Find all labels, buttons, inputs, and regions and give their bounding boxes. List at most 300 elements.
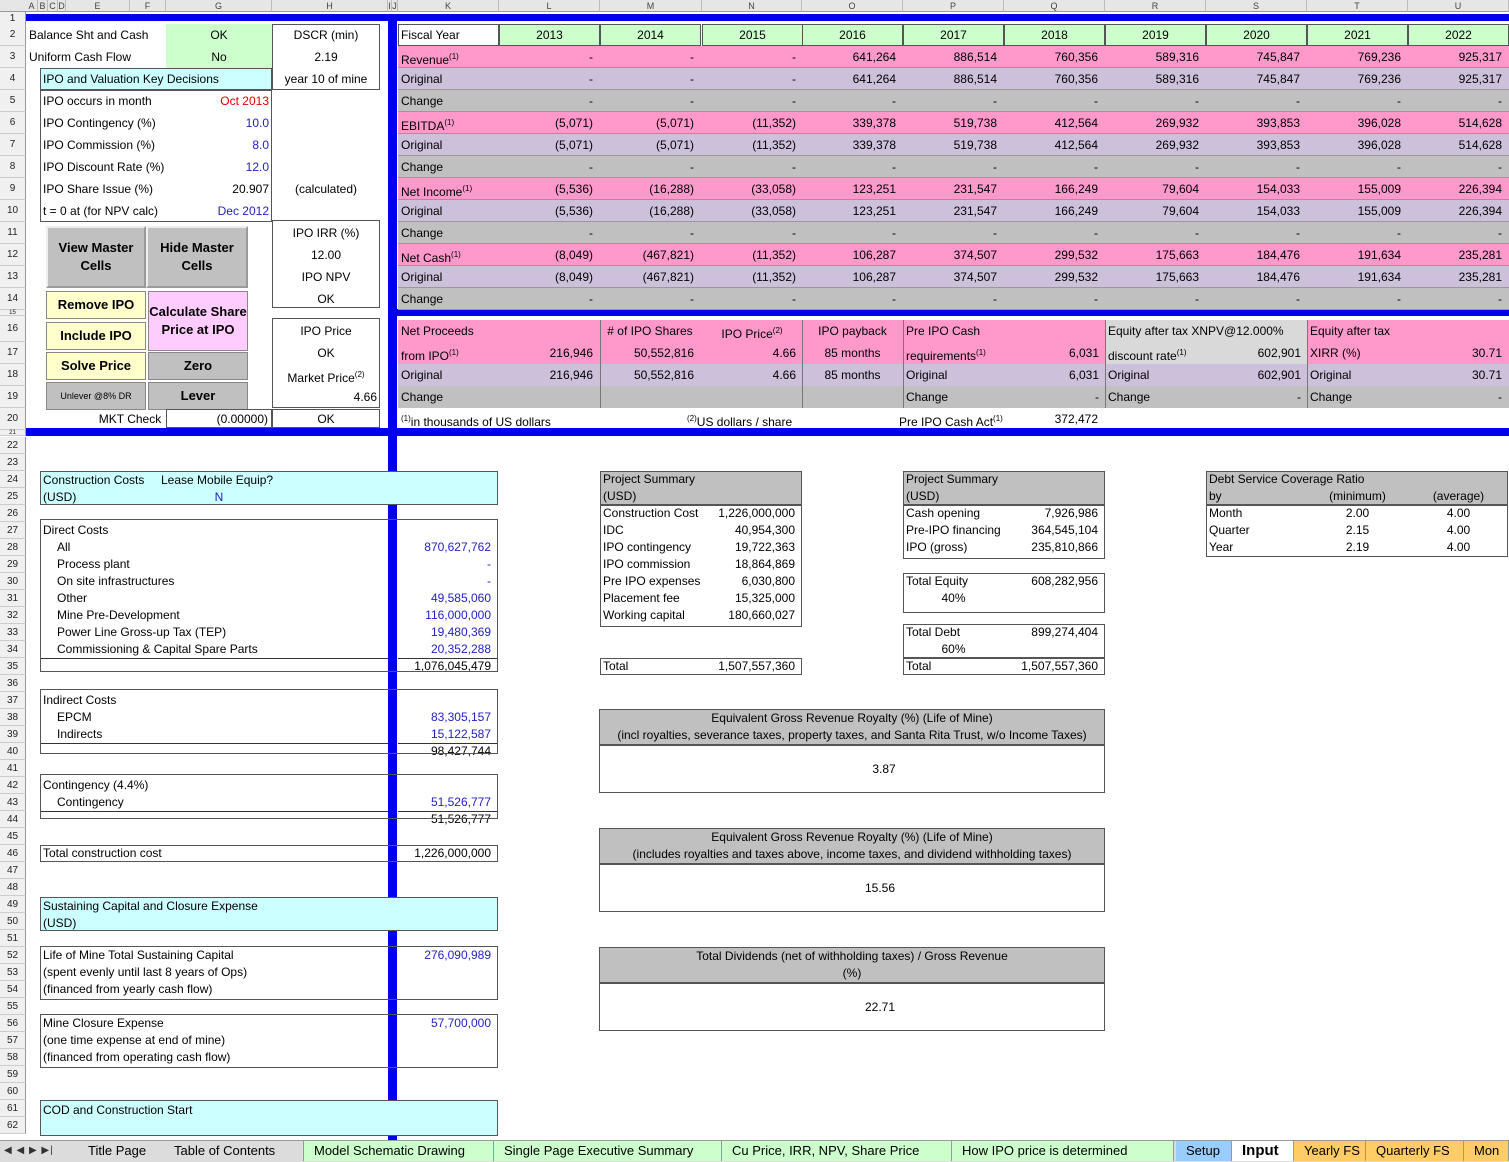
row-header[interactable]: 26 [0,505,26,522]
column-header[interactable]: R [1105,0,1206,12]
fiscal-value[interactable]: - [1094,94,1098,108]
fiscal-value[interactable]: - [892,94,896,108]
column-header[interactable]: A [26,0,38,12]
row-header[interactable]: 37 [0,692,26,709]
row-header[interactable]: 3 [0,46,26,68]
row-header[interactable]: 7 [0,134,26,156]
ipo-decision-label: t = 0 at (for NPV calc) [43,204,159,218]
row-header[interactable]: 25 [0,488,26,505]
fiscal-value[interactable]: - [993,94,997,108]
zero-button[interactable]: Zero [148,352,248,380]
sheet-tab[interactable]: Setup [1176,1141,1232,1161]
row-header[interactable]: 27 [0,522,26,539]
fiscal-value[interactable]: - [1498,94,1502,108]
fiscal-value[interactable]: 175,663 [1155,270,1199,284]
indirect-cost-value[interactable]: 83,305,157 [430,710,491,724]
row-header[interactable]: 36 [0,675,26,692]
fiscal-value[interactable]: (11,352) [752,270,796,284]
column-header[interactable]: B [38,0,48,12]
fiscal-value[interactable]: 231,547 [953,182,997,196]
fiscal-value[interactable]: 339,378 [852,116,896,130]
lom-label-1: Life of Mine Total Sustaining Capital [43,948,234,962]
row-header[interactable]: 30 [0,573,26,590]
row-header[interactable]: 49 [0,896,26,913]
fiscal-value[interactable]: - [1296,292,1300,306]
ipo-decision-value[interactable]: 8.0 [252,138,269,152]
fiscal-value[interactable]: (5,536) [554,204,593,218]
ipo-shares-value[interactable]: 50,552,816 [633,346,694,360]
row-header[interactable]: 55 [0,998,26,1015]
fiscal-value[interactable]: 123,251 [852,182,896,196]
fiscal-value[interactable]: (8,049) [554,248,593,262]
footnote-marker: (2) [772,326,783,335]
original-label: Original [906,368,948,382]
fiscal-value[interactable]: (16,288) [649,204,694,218]
row-header[interactable]: 41 [0,760,26,777]
indirect-cost-value[interactable]: 15,122,587 [430,727,491,741]
calculated-note: (calculated) [294,182,358,196]
dscr-value[interactable]: 2.19 [314,50,338,64]
row-header[interactable]: 22 [0,437,26,454]
fiscal-value[interactable]: - [1296,226,1300,240]
column-header[interactable]: K [398,0,499,12]
direct-cost-value[interactable]: 49,585,060 [430,591,491,605]
fiscal-value[interactable]: 641,264 [852,72,896,86]
row-header[interactable]: 29 [0,556,26,573]
ipo-payback-value[interactable]: 85 months [824,346,881,360]
dscr-avg-value: 4.00 [1446,540,1471,554]
pre-ipo-cash-original[interactable]: 6,031 [1068,368,1099,382]
fiscal-value[interactable]: 155,009 [1357,204,1401,218]
fiscal-value[interactable]: 269,932 [1155,138,1199,152]
fiscal-value[interactable]: - [1094,160,1098,174]
fiscal-value[interactable]: - [792,72,796,86]
row-header[interactable]: 52 [0,947,26,964]
ipo-irr-value[interactable]: 12.00 [310,248,342,262]
row-header[interactable]: 56 [0,1015,26,1032]
fiscal-value[interactable]: 154,033 [1256,182,1300,196]
fiscal-value[interactable]: 925,317 [1458,50,1502,64]
fiscal-value[interactable]: - [993,160,997,174]
fiscal-value[interactable]: - [792,94,796,108]
row-header[interactable]: 44 [0,811,26,828]
row-header[interactable]: 14 [0,288,26,310]
fiscal-value[interactable]: 745,847 [1256,72,1300,86]
ipo-payback-original[interactable]: 85 months [824,368,881,382]
fiscal-value[interactable]: - [1094,226,1098,240]
fiscal-value[interactable]: 886,514 [953,50,997,64]
xirr-original[interactable]: 30.71 [1471,368,1502,382]
fiscal-value[interactable]: 175,663 [1155,248,1199,262]
ipo-shares-original[interactable]: 50,552,816 [633,368,694,382]
column-header[interactable]: S [1206,0,1307,12]
fiscal-value[interactable]: 184,476 [1256,270,1300,284]
fiscal-value[interactable]: (5,536) [554,182,593,196]
fiscal-value[interactable]: - [1296,94,1300,108]
fiscal-value[interactable]: 886,514 [953,72,997,86]
fiscal-value[interactable]: - [589,94,593,108]
fiscal-value[interactable]: (5,071) [554,138,593,152]
column-header[interactable]: G [166,0,272,12]
fiscal-value[interactable]: 79,604 [1162,182,1199,196]
row-header[interactable]: 17 [0,342,26,364]
column-header[interactable]: D [58,1,65,11]
fiscal-value[interactable]: - [690,226,694,240]
royalty1-title: Equivalent Gross Revenue Royalty (%) (Life of Mine) [711,711,993,725]
fiscal-value[interactable]: - [589,226,593,240]
dscr-min-value: 2.19 [1345,540,1370,554]
row-header[interactable]: 62 [0,1117,26,1134]
dscr-avg-value: 4.00 [1446,506,1471,520]
fiscal-value[interactable]: - [1195,94,1199,108]
fiscal-value[interactable]: 269,932 [1155,116,1199,130]
column-header[interactable]: H [272,0,388,12]
sheet-tab[interactable]: Table of Contents [164,1141,304,1161]
column-header[interactable]: T [1307,0,1408,12]
row-header[interactable]: 43 [0,794,26,811]
ipo-price-value[interactable]: 4.66 [772,346,796,360]
fiscal-value[interactable]: (11,352) [752,248,796,262]
closure-value[interactable]: 57,700,000 [430,1016,491,1030]
ipo-npv-value[interactable]: OK [317,292,335,306]
fiscal-value[interactable]: - [1397,292,1401,306]
fiscal-value[interactable]: - [589,292,593,306]
indirect-cost-label: Indirects [57,727,103,741]
direct-cost-value[interactable]: 870,627,762 [424,540,491,554]
fiscal-value[interactable]: - [589,50,593,64]
row-header[interactable]: 1 [0,12,26,26]
change-label: Change [401,390,444,404]
row-header[interactable]: 57 [0,1032,26,1049]
sheet-tab[interactable]: Mon [1464,1141,1509,1161]
ipo-decision-value[interactable]: 12.0 [245,160,269,174]
fiscal-value[interactable]: 760,356 [1054,72,1098,86]
fiscal-value[interactable]: - [589,72,593,86]
xnpv-value[interactable]: 602,901 [1257,346,1301,360]
row-header[interactable]: 12 [0,244,26,266]
row-header[interactable]: 10 [0,200,26,222]
row-header[interactable]: 19 [0,386,26,408]
remove-ipo-button[interactable]: Remove IPO [46,291,146,319]
fiscal-row-label-text: Net Cash [401,251,452,265]
ipo-price-original[interactable]: 4.66 [772,368,796,382]
column-header[interactable]: Q [1004,0,1105,12]
row-header[interactable]: 59 [0,1066,26,1083]
lever-button[interactable]: Lever [148,382,248,410]
fiscal-value[interactable]: 519,738 [953,116,997,130]
column-header[interactable]: O [802,0,903,12]
fiscal-value[interactable]: (33,058) [751,204,796,218]
mkt-check-value[interactable]: (0.00000) [166,409,272,428]
fiscal-value[interactable]: 106,287 [852,270,896,284]
include-ipo-button[interactable]: Include IPO [46,322,146,350]
fiscal-value[interactable]: - [993,292,997,306]
row-header[interactable]: 35 [0,658,26,675]
row-header[interactable]: 5 [0,90,26,112]
row-header[interactable]: 23 [0,454,26,471]
sheet-tab[interactable]: Model Schematic Drawing [304,1141,494,1161]
column-header[interactable]: F [130,0,166,12]
cash-flow-status: No [166,46,272,68]
fiscal-value[interactable]: - [1195,160,1199,174]
fiscal-value[interactable]: - [1397,94,1401,108]
fiscal-value[interactable]: 123,251 [852,204,896,218]
row-header[interactable]: 45 [0,828,26,845]
row-header[interactable]: 34 [0,641,26,658]
column-header[interactable]: M [600,0,702,12]
change-label: Change [1310,390,1353,404]
ipo-decision-label: IPO occurs in month [43,94,152,108]
fiscal-row-label [398,266,499,288]
fiscal-value[interactable]: - [792,50,796,64]
fiscal-value[interactable]: - [1397,160,1401,174]
ipo-decision-value[interactable]: Dec 2012 [217,204,269,218]
direct-cost-value[interactable]: 116,000,000 [425,608,491,622]
fiscal-value[interactable]: - [589,160,593,174]
row-header[interactable]: 32 [0,607,26,624]
fiscal-value[interactable]: - [892,226,896,240]
fiscal-value[interactable]: 154,033 [1256,204,1300,218]
lease-value[interactable]: N [214,490,224,504]
row-header[interactable]: 60 [0,1083,26,1100]
row-header[interactable]: 11 [0,222,26,244]
row-header[interactable]: 33 [0,624,26,641]
lom-label-2: (spent evenly until last 8 years of Ops) [43,965,248,979]
fiscal-value[interactable]: 374,507 [953,270,997,284]
fiscal-value[interactable]: 412,564 [1054,138,1098,152]
fiscal-value[interactable]: 184,476 [1256,248,1300,262]
footnote-marker: (1) [451,250,461,259]
row-header[interactable]: 18 [0,364,26,386]
column-header[interactable]: N [702,0,802,12]
column-header[interactable]: C [48,0,58,12]
row-header[interactable]: 51 [0,930,26,947]
row-header[interactable]: 4 [0,68,26,90]
fiscal-value[interactable]: - [1498,226,1502,240]
pre-ipo-cash-value[interactable]: 6,031 [1068,346,1099,360]
ipo-price-status[interactable]: OK [317,346,335,360]
fiscal-value[interactable]: 641,264 [852,50,896,64]
fiscal-value[interactable]: 393,853 [1256,116,1300,130]
fiscal-value[interactable]: - [1195,292,1199,306]
direct-costs-box [40,519,498,672]
fiscal-value[interactable]: 226,394 [1458,182,1502,196]
ipo-decision-value[interactable]: 20.907 [232,182,269,196]
fiscal-value[interactable]: (5,071) [554,116,593,130]
row-header[interactable]: 16 [0,316,26,342]
fiscal-value[interactable]: - [1397,226,1401,240]
row-header[interactable]: 48 [0,879,26,896]
sustaining-usd: (USD) [43,916,77,930]
row-header[interactable]: 38 [0,709,26,726]
row-header[interactable]: 21 [0,430,26,436]
sheet-tab[interactable]: Input [1232,1141,1294,1161]
direct-costs-title: Direct Costs [43,523,109,537]
xirr-value[interactable]: 30.71 [1471,346,1502,360]
fiscal-value[interactable]: 166,249 [1054,182,1098,196]
fiscal-value[interactable]: - [1498,160,1502,174]
fiscal-value[interactable]: 155,009 [1357,182,1401,196]
fiscal-value[interactable]: (467,821) [642,248,694,262]
row-header[interactable]: 13 [0,266,26,288]
contingency-value[interactable]: 51,526,777 [430,795,491,809]
row-header[interactable]: 31 [0,590,26,607]
fiscal-row-label-text: Change [401,94,444,108]
sheet-tab[interactable]: Yearly FS [1294,1141,1366,1161]
fiscal-value[interactable]: 374,507 [953,248,997,262]
fiscal-value[interactable]: 393,853 [1256,138,1300,152]
sheet-tab[interactable]: Single Page Executive Summary [494,1141,722,1161]
fiscal-value[interactable]: (11,352) [752,138,796,152]
hide-master-cells-button[interactable]: Hide Master Cells [146,226,248,288]
lom-value[interactable]: 276,090,989 [424,948,491,962]
fiscal-value[interactable]: 589,316 [1155,72,1199,86]
footnote-marker: (1) [444,118,455,127]
net-proceeds-value[interactable]: 216,946 [549,346,593,360]
row-header[interactable]: 50 [0,913,26,930]
fiscal-value[interactable]: (467,821) [642,270,694,284]
sheet-tab[interactable]: Title Page [78,1141,182,1161]
fiscal-value[interactable]: 299,532 [1054,270,1098,284]
pre-ipo-cash-act-value[interactable]: 372,472 [1054,412,1098,426]
fiscal-value[interactable]: (5,071) [655,116,694,130]
row-header[interactable]: 24 [0,471,26,488]
fiscal-value[interactable]: 769,236 [1357,72,1401,86]
market-price-value[interactable]: 4.66 [353,390,377,404]
fiscal-value[interactable]: 412,564 [1054,116,1098,130]
sheet-nav-arrows[interactable]: ◀ ◀ ▶ ▶| [4,1145,54,1156]
fiscal-value[interactable]: 339,378 [852,138,896,152]
fiscal-value[interactable]: 166,249 [1054,204,1098,218]
fiscal-value[interactable]: 191,634 [1357,270,1401,284]
fiscal-value[interactable]: 396,028 [1357,116,1401,130]
fiscal-value[interactable]: 79,604 [1162,204,1199,218]
pre-ipo-cash-label: Pre IPO Cash [906,324,981,338]
row-header[interactable]: 40 [0,743,26,760]
column-header[interactable]: L [499,0,600,12]
fiscal-value[interactable]: 514,628 [1458,138,1502,152]
row-header[interactable]: 47 [0,862,26,879]
fiscal-value[interactable]: 514,628 [1458,116,1502,130]
direct-cost-value[interactable]: 19,480,369 [430,625,491,639]
summary1-row-label: Construction Cost [603,506,699,520]
fiscal-value[interactable]: 226,394 [1458,204,1502,218]
fiscal-value[interactable]: (11,352) [752,116,796,130]
fiscal-value[interactable]: 769,236 [1357,50,1401,64]
fiscal-value[interactable]: - [690,72,694,86]
fiscal-value[interactable]: - [892,160,896,174]
direct-cost-value[interactable]: - [487,557,491,571]
fiscal-value[interactable]: - [690,292,694,306]
fiscal-value[interactable]: 760,356 [1054,50,1098,64]
sheet-tab[interactable]: Cu Price, IRR, NPV, Share Price [722,1141,952,1161]
fiscal-value[interactable]: - [690,94,694,108]
fiscal-value[interactable]: 106,287 [852,248,896,262]
fiscal-value[interactable]: 925,317 [1458,72,1502,86]
fiscal-value[interactable]: 235,281 [1458,248,1502,262]
row-header[interactable]: 9 [0,178,26,200]
fiscal-value[interactable]: 235,281 [1458,270,1502,284]
column-header[interactable]: U [1408,0,1509,12]
column-header[interactable]: J [392,1,397,11]
summary1-row-value: 15,325,000 [734,591,795,605]
direct-cost-value[interactable]: 20,352,288 [430,642,491,656]
row-header[interactable]: 39 [0,726,26,743]
row-header[interactable]: 53 [0,964,26,981]
fiscal-value[interactable]: - [892,292,896,306]
fiscal-value[interactable]: 299,532 [1054,248,1098,262]
fiscal-value[interactable]: (16,288) [649,182,694,196]
sheet-tab[interactable]: How IPO price is determined [952,1141,1174,1161]
fiscal-value[interactable]: 745,847 [1256,50,1300,64]
fiscal-row-label-text: Original [401,270,443,284]
column-header[interactable]: E [66,0,130,12]
fiscal-value[interactable]: - [1296,160,1300,174]
row-header[interactable]: 42 [0,777,26,794]
fiscal-row-label-text: Original [401,204,443,218]
row-header[interactable]: 54 [0,981,26,998]
view-master-cells-button[interactable]: View Master Cells [46,226,146,288]
ipo-decision-label: IPO Share Issue (%) [43,182,154,196]
solve-price-button[interactable]: Solve Price [46,352,146,380]
xnpv-change[interactable]: - [1297,390,1301,404]
column-header[interactable]: I [388,1,391,11]
ipo-decisions-title: IPO and Valuation Key Decisions [43,72,219,86]
pre-ipo-cash-change[interactable]: - [1095,390,1099,404]
row-header[interactable]: 15 [0,310,26,316]
fiscal-value[interactable]: - [792,160,796,174]
fiscal-value[interactable]: 589,316 [1155,50,1199,64]
fiscal-value[interactable]: - [1094,292,1098,306]
fiscal-value[interactable]: 519,738 [953,138,997,152]
row-header[interactable]: 46 [0,845,26,862]
fiscal-value[interactable]: - [1498,292,1502,306]
fiscal-value[interactable]: 231,547 [953,204,997,218]
ipo-decision-value[interactable]: Oct 2013 [220,94,269,108]
row-header[interactable]: 20 [0,408,26,430]
fiscal-value[interactable]: - [690,160,694,174]
direct-cost-value[interactable]: - [487,574,491,588]
column-header[interactable]: P [903,0,1004,12]
row-header[interactable]: 28 [0,539,26,556]
fiscal-row-label [398,90,499,112]
sheet-tab[interactable]: Quarterly FS [1366,1141,1464,1161]
ipo-decision-label: IPO Contingency (%) [43,116,156,130]
row-header[interactable]: 8 [0,156,26,178]
fiscal-value[interactable]: (33,058) [751,182,796,196]
net-proceeds-original[interactable]: 216,946 [549,368,593,382]
summary1-total-label: Total [603,659,629,673]
row-header[interactable]: 61 [0,1100,26,1117]
xnpv-original[interactable]: 602,901 [1257,368,1301,382]
unlever-button[interactable]: Unlever @8% DR [46,382,146,410]
fiscal-value[interactable]: - [993,226,997,240]
row-header[interactable]: 58 [0,1049,26,1066]
fiscal-value[interactable]: (5,071) [655,138,694,152]
fiscal-value[interactable]: 191,634 [1357,248,1401,262]
xirr-change[interactable]: - [1498,390,1502,404]
fiscal-value[interactable]: - [1195,226,1199,240]
fiscal-value[interactable]: (8,049) [554,270,593,284]
ipo-decision-value[interactable]: 10.0 [245,116,269,130]
row-header[interactable]: 2 [0,24,26,46]
fiscal-value[interactable]: - [792,226,796,240]
row-header[interactable]: 6 [0,112,26,134]
fiscal-value[interactable]: - [792,292,796,306]
calculate-share-price-button[interactable]: Calculate Share Price at IPO [148,291,248,351]
fiscal-value[interactable]: 396,028 [1357,138,1401,152]
fiscal-value[interactable]: - [690,50,694,64]
